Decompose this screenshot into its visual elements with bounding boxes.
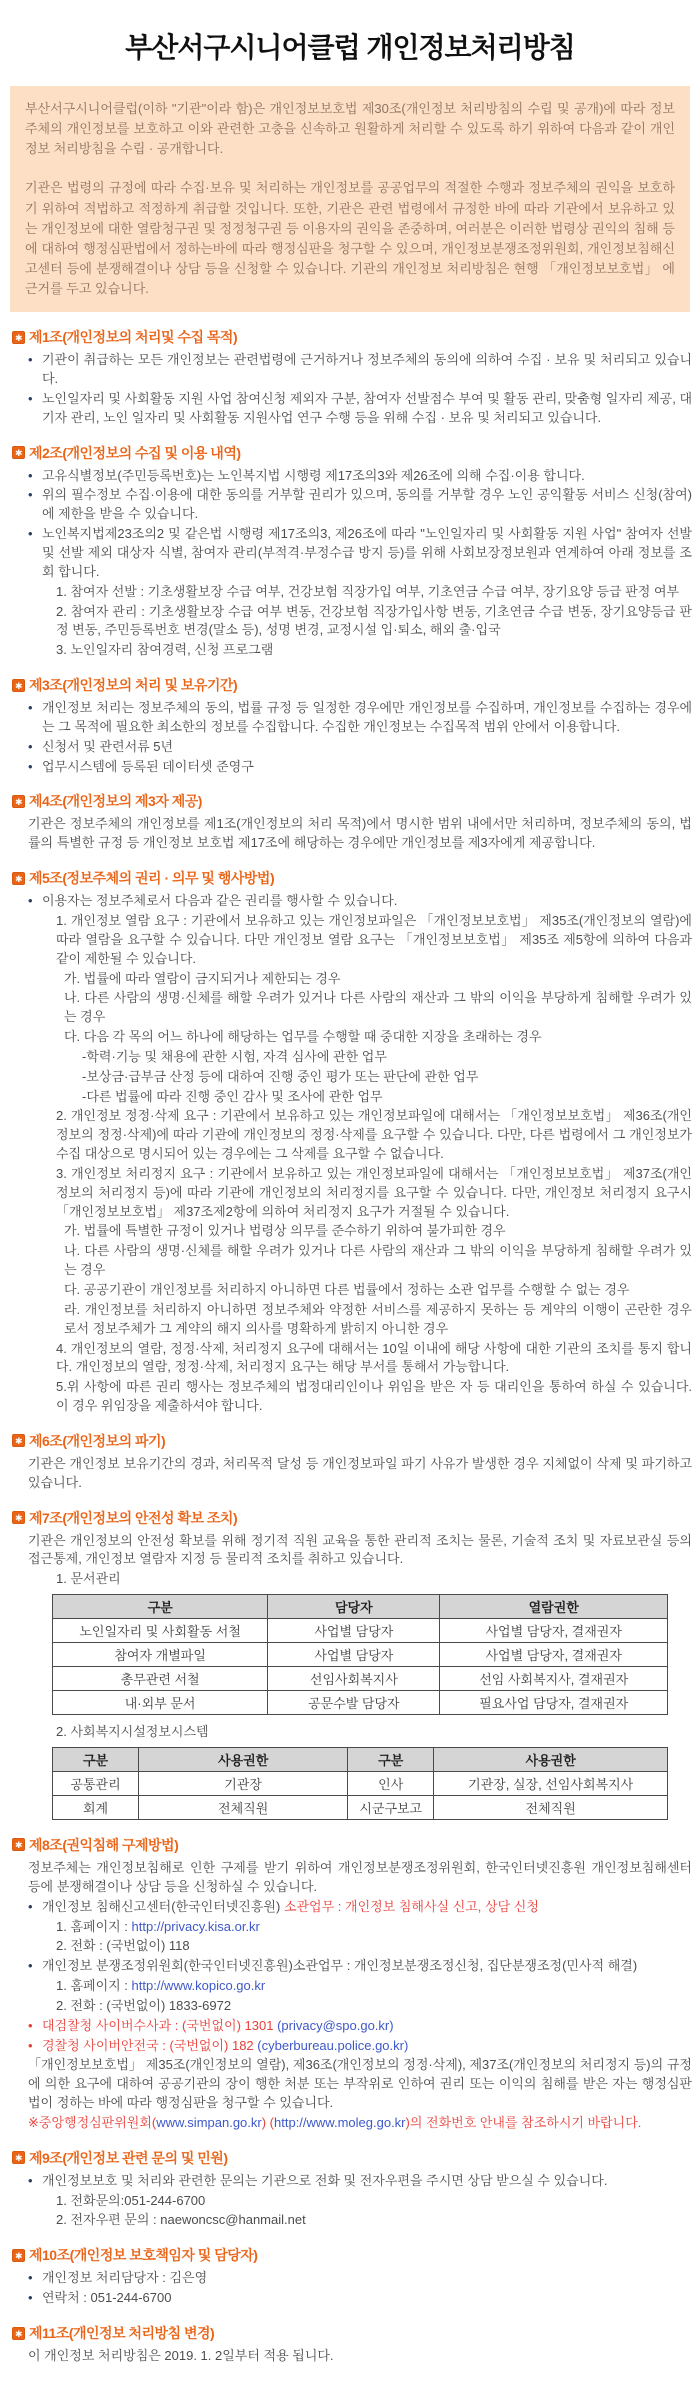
text-span: 2. 전화 : (국번없이) 118 — [56, 1938, 190, 1954]
text-line — [12, 1165, 692, 1222]
table-header-cell: 열람권한 — [440, 1595, 668, 1619]
section-4 — [12, 791, 692, 853]
text-span: 나. 다른 사람의 생명·신체를 해할 우려가 있거나 다른 사람의 재산과 그 밖의 이익을 부당하게 침해할 우려가 있는 경우 — [64, 1243, 692, 1278]
text-span: 2. 전화 : (국번없이) 1833-6972 — [56, 1997, 232, 2013]
text-span: -다른 법률에 따라 진행 중인 감사 및 조사에 관한 업무 — [82, 1088, 383, 1104]
text-line — [12, 970, 692, 989]
bullet-icon: • — [28, 758, 33, 774]
bullet-icon: • — [28, 893, 33, 909]
table-header-cell: 구분 — [53, 1595, 268, 1619]
text-span: 개인정보 침해신고센터(한국인터넷진흥원) — [42, 1898, 284, 1914]
text-line — [12, 1222, 692, 1241]
text-span: 2. 사회복지시설정보시스템 — [56, 1724, 209, 1740]
bullet-icon: • — [28, 2037, 33, 2053]
text-line — [12, 2347, 692, 2366]
table-row — [53, 1667, 668, 1691]
section-title: 제3조(개인정보의 처리 및 보유기간) — [29, 677, 238, 694]
bullet-item — [12, 390, 692, 428]
table-cell: 참여자 개별파일 — [53, 1643, 268, 1667]
table-cell: 노인일자리 및 사회활동 서철 — [53, 1619, 268, 1643]
section-9 — [12, 2148, 692, 2231]
section-bullet-icon: ✱ — [12, 2151, 25, 2164]
text-span: 개인정보 처리담당자 : 김은영 — [42, 2270, 208, 2286]
text-line — [12, 1301, 692, 1339]
text-line — [12, 1455, 692, 1493]
text-span: 4. 개인정보의 열람, 정정·삭제, 처리정지 요구에 대해서는 10일 이내에 해당 사항에 대한 기관의 조치를 통지 합니다. 개인정보의 열람, 정정·삭제, 처리정지 요구는 해당 부서를 통해서 가능합니다. — [56, 1340, 692, 1375]
text-span: 대검찰청 사이버수사과 : (국번없이) 1301 — [42, 2017, 278, 2033]
table-cell: 기관장 — [139, 1771, 348, 1795]
section-2 — [12, 443, 692, 660]
text-span: 정보주체는 개인정보침해로 인한 구제를 받기 위하여 개인정보분쟁조정위원회, 한국인터넷진흥원 개인정보침해센터 등에 분쟁해결이나 상담 등을 신청하실 수 있습니다. — [28, 1859, 692, 1894]
text-line — [12, 1570, 692, 1589]
bullet-icon: • — [28, 2172, 33, 2188]
text-span: ) ( — [261, 2114, 275, 2130]
text-span: 2. 전자우편 문의 : — [56, 2212, 161, 2228]
section-heading — [12, 327, 692, 347]
table-header-cell: 담당자 — [268, 1595, 440, 1619]
table-cell: 공문수발 담당자 — [268, 1691, 440, 1715]
bullet-item — [12, 2269, 692, 2288]
text-line — [12, 1028, 692, 1047]
section-title: 제7조(개인정보의 안전성 확보 조치) — [29, 1509, 238, 1526]
text-span: 개인정보 분쟁조정위원회(한국인터넷진흥원)소관업무 : 개인정보분쟁조정신청, 집단분쟁조정(민사적 해결) — [42, 1958, 638, 1974]
text-span: 위의 필수정보 수집·이용에 대한 동의를 거부할 권리가 있으며, 동의를 거부할 경우 노인 공익활동 서비스 신청(참여)에 제한을 받을 수 있습니다. — [42, 487, 692, 522]
text-span: 노인일자리 및 사회활동 지원 사업 참여신청 제외자 구분, 참여자 선발점수 부여 및 활동 관리, 맞춤형 일자리 제공, 대기자 관리, 노인 일자리 및 사회활동 지원사업 연구 수행 등을 위해 수집 · 보유 및 처리되고 있습니다. — [42, 390, 692, 425]
page-title: 부산서구시니어클럽 개인정보처리방침 — [125, 32, 575, 63]
text-span: 1. 문서관리 — [56, 1571, 121, 1587]
link[interactable]: http://www.kopico.go.kr — [131, 1978, 266, 1994]
text-line — [12, 2056, 692, 2113]
table-cell: 회계 — [53, 1795, 139, 1819]
bullet-icon: • — [28, 738, 33, 754]
section-5 — [12, 868, 692, 1416]
bullet-icon: • — [28, 2290, 33, 2306]
bullet-item — [12, 2037, 692, 2056]
bullet-icon: • — [28, 390, 33, 406]
table-cell: 사업별 담당자 — [268, 1643, 440, 1667]
section-heading — [12, 2148, 692, 2168]
text-line — [12, 583, 692, 602]
text-line — [12, 1937, 692, 1956]
table-row — [53, 1771, 668, 1795]
text-span: 이용자는 정보주체로서 다음과 같은 권리를 행사할 수 있습니다. — [42, 893, 398, 909]
text-span: 기관은 개인정보의 안전성 확보를 위해 정기적 직원 교육을 통한 관리적 조치는 물론, 기술적 조치 및 자료보관실 등의 접근통제, 개인정보 열람자 지정 등 물리적 조치를 취하고 있습니다. — [28, 1532, 692, 1567]
bullet-icon: • — [28, 1958, 33, 1974]
table-row — [53, 1691, 668, 1715]
text-span: 노인복지법제23조의2 및 같은법 시행령 제17조의3, 제26조에 따라 "노인일자리 및 사회활동 지원 사업" 참여자 선발 및 선발 제외 대상자 식별, 참여자 관리(부적격·부정수급 방지 등)를 위해 사회보장정보원과 연계하여 아래 정보를 조회 합니다. — [42, 526, 692, 579]
table-cell: 선임사회복지사 — [268, 1667, 440, 1691]
text-span: )의 전화번호 안내를 참조하시기 바랍니다. — [405, 2114, 642, 2130]
bullet-item — [12, 467, 692, 486]
text-line — [12, 815, 692, 853]
text-line — [12, 989, 692, 1027]
bullet-item — [12, 525, 692, 582]
bullet-item — [12, 2289, 692, 2308]
section-bullet-icon: ✱ — [12, 872, 25, 885]
section-bullet-icon: ✱ — [12, 1511, 25, 1524]
bullet-icon: • — [28, 526, 33, 542]
text-span: 3. 개인정보 처리정지 요구 : 기관에서 보유하고 있는 개인정보파일에 대해서는 「개인정보보호법」 제37조(개인정보의 처리정지 등)에 따라 기관에 개인정보의 처리정지를 요구할 수 있습니다. 다만, 개인정보 처리정지 요구시 「개인정보보호법」 제37조제2항에 의하여 처리정지 요구가 거절될 수 있습니다. — [56, 1165, 692, 1219]
text-span: -학력·기능 및 채용에 관한 시험, 자격 심사에 관한 업무 — [82, 1048, 387, 1064]
text-line — [12, 1977, 692, 1996]
text-line — [12, 1088, 692, 1107]
text-line — [12, 1107, 692, 1164]
table-cell: 필요사업 담당자, 결재권자 — [440, 1691, 668, 1715]
section-11 — [12, 2323, 692, 2366]
section-8 — [12, 1835, 692, 2133]
bullet-icon: • — [28, 1898, 33, 1914]
table-row — [53, 1795, 668, 1819]
section-heading — [12, 2245, 692, 2265]
table-row — [53, 1619, 668, 1643]
section-bullet-icon: ✱ — [12, 1434, 25, 1447]
bullet-item — [12, 758, 692, 777]
text-span: 개인정보 처리는 정보주체의 동의, 법률 규정 등 일정한 경우에만 개인정보를 수집하며, 개인정보를 수집하는 경우에는 그 목적에 필요한 최소한의 정보를 수집합니다. 수집한 개인정보는 수집목적 범위 안에서 이용합니다. — [42, 700, 692, 734]
bullet-icon: • — [28, 700, 33, 716]
section-title: 제11조(개인정보 처리방침 변경) — [29, 2325, 215, 2342]
text-line — [12, 1048, 692, 1067]
intro-box — [10, 86, 690, 312]
section-title: 제4조(개인정보의 제3자 제공) — [29, 793, 202, 810]
section-bullet-icon: ✱ — [12, 2327, 25, 2340]
table-header-cell: 구분 — [348, 1747, 434, 1771]
table-header-row — [53, 1595, 668, 1619]
table-cell: 인사 — [348, 1771, 434, 1795]
document-table — [52, 1594, 668, 1715]
text-span: 경찰청 사이버안전국 : (국번없이) 182 — [42, 2037, 258, 2053]
bullet-icon: • — [28, 2017, 33, 2033]
sections — [8, 327, 692, 2366]
text-span: 라. 개인정보를 처리하지 아니하면 정보주체와 약정한 서비스를 제공하지 못하는 등 계약의 이행이 곤란한 경우로서 정보주체가 그 계약의 해지 의사를 명확하게 밝히지 아니한 경우 — [64, 1301, 692, 1336]
bullet-item — [12, 738, 692, 757]
table-cell: 공통관리 — [53, 1771, 139, 1795]
text-span: 기관은 정보주체의 개인정보를 제1조(개인정보의 처리 목적)에서 명시한 범위 내에서만 처리하며, 정보주체의 동의, 법률의 특별한 규정 등 개인정보 보호법 제17조에 해당하는 경우에만 개인정보를 제3자에게 제공합니다. — [28, 816, 692, 851]
bullet-item — [12, 1957, 692, 1976]
table-cell: 전체직원 — [139, 1795, 348, 1819]
section-heading — [12, 675, 692, 695]
section-title: 제5조(정보주체의 권리 · 의무 및 행사방법) — [29, 870, 275, 887]
section-title: 제10조(개인정보 보호책임자 및 담당자) — [29, 2247, 258, 2264]
bullet-item — [12, 351, 692, 389]
section-heading — [12, 791, 692, 811]
text-line — [12, 1723, 692, 1742]
table-cell: 사업별 담당자, 결재권자 — [440, 1619, 668, 1643]
text-span: 가. 법률에 특별한 규정이 있거나 법령상 의무를 준수하기 위하여 불가피한 경우 — [64, 1223, 506, 1239]
table-cell: 기관장, 실장, 선임사회복지사 — [434, 1771, 668, 1795]
document-table — [52, 1747, 668, 1820]
text-span: 2. 참여자 관리 : 기초생활보장 수급 여부 변동, 건강보험 직장가입사항 변동, 기초연금 수급 변동, 장기요양등급 판정 변동, 주민등록번호 변경(말소 등), 성명 변경, 교정시설 입·퇴소, 해외 출·입국 — [56, 603, 692, 638]
table-header-cell: 사용권한 — [139, 1747, 348, 1771]
link[interactable]: (privacy@spo.go.kr) — [277, 2017, 394, 2033]
table-cell: 내·외부 문서 — [53, 1691, 268, 1715]
bullet-item — [12, 2017, 692, 2036]
bullet-icon: • — [28, 2270, 33, 2286]
text-line — [12, 603, 692, 641]
section-title: 제1조(개인정보의 처리및 수집 목적) — [29, 329, 238, 346]
text-span: 기관은 개인정보 보유기간의 경과, 처리목적 달성 등 개인정보파일 파기 사유가 발생한 경우 지체없이 삭제 및 파기하고 있습니다. — [28, 1455, 692, 1490]
bullet-item — [12, 1898, 692, 1917]
table-header-cell: 사용권한 — [434, 1747, 668, 1771]
text-line — [12, 2114, 692, 2133]
text-span: 소관업무 : 개인정보 침해사실 신고, 상담 신청 — [283, 1898, 539, 1914]
text-span: 신청서 및 관련서류 5년 — [42, 738, 174, 754]
section-heading — [12, 1508, 692, 1528]
bullet-item — [12, 892, 692, 911]
bullet-icon: • — [28, 467, 33, 483]
privacy-policy-page — [0, 26, 700, 2408]
text-span: 가. 법률에 따라 열람이 금지되거나 제한되는 경우 — [64, 970, 341, 986]
link[interactable]: www.simpan.go.kr — [156, 2114, 262, 2130]
text-line — [12, 1281, 692, 1300]
bullet-item — [12, 2172, 692, 2191]
text-span: 1. 전화문의:051-244-6700 — [56, 2192, 206, 2208]
section-bullet-icon: ✱ — [12, 446, 25, 459]
text-span: 「개인정보보호법」 제35조(개인정보의 열람), 제36조(개인정보의 정정·삭제), 제37조(개인정보의 처리정지 등)의 규정에 의한 요구에 대하여 공공기관의 장이 행한 처분 또는 부작위로 인하여 권리 또는 이익의 침해를 받은 자는 행정심판법이 정하는 바에 따라 행정심판을 청구할 수 있습니다. — [28, 2057, 692, 2111]
section-heading — [12, 1835, 692, 1855]
table-cell: 사업별 담당자, 결재권자 — [440, 1643, 668, 1667]
text-span: 개인정보보호 및 처리와 관련한 문의는 기관으로 전화 및 전자우편을 주시면 상담 받으실 수 있습니다. — [42, 2172, 608, 2188]
bullet-item — [12, 486, 692, 524]
text-span: 업무시스템에 등록된 데이터셋 준영구 — [42, 758, 254, 774]
text-line — [12, 1378, 692, 1416]
section-10 — [12, 2245, 692, 2308]
section-7 — [12, 1508, 692, 1820]
intro-paragraph-2: 기관은 법령의 규정에 따라 수집·보유 및 처리하는 개인정보를 공공업무의 적절한 수행과 정보주체의 권익을 보호하기 위하여 적법하고 적정하게 취급할 것입니다. 또한, 기관은 관련 법령에서 규정한 바에 따라 기관에서 보유하고 있는 개인정보에 대한 열람청구권 및 정정청구권 등 이용자의 권익을 존중하며, 여러분은 이러한 법령상 권익의 침해 등에 대하여 행정심판법에서 정하는바에 따라 행정심판을 청구할 수 있으며, 개인정보분쟁조정위원회, 개인정보침해신고센터 등에 분쟁해결이나 상담 등을 신청할 수 있습니다. 기관의 개인정보 처리방침은 현행 「개인정보보호법」 에 근거를 두고 있습니다. — [25, 180, 675, 297]
table-cell: 전체직원 — [434, 1795, 668, 1819]
text-span: 1. 참여자 선발 : 기초생활보장 수급 여부, 건강보험 직장가입 여부, 기초연금 수급 여부, 장기요양 등급 판정 여부 — [56, 583, 680, 599]
section-6 — [12, 1431, 692, 1493]
table-cell: 사업별 담당자 — [268, 1619, 440, 1643]
bullet-icon: • — [28, 487, 33, 503]
text-span: 다. 공공기관이 개인정보를 처리하지 아니하면 다른 법률에서 정하는 소관 업무를 수행할 수 없는 경우 — [64, 1282, 630, 1298]
bullet-item — [12, 699, 692, 737]
text-span: 1. 홈페이지 : — [56, 1918, 132, 1934]
intro-paragraph-1: 부산서구시니어클럽(이하 "기관"이라 함)은 개인정보보호법 제30조(개인정보 처리방침의 수립 및 공개)에 따라 정보주체의 개인정보를 보호하고 이와 관련한 고충을 신속하고 원활하게 처리할 수 있도록 하기 위하여 다음과 같이 개인정보 처리방침을 수립 · 공개합니다. — [25, 101, 675, 157]
text-line — [12, 2192, 692, 2211]
section-bullet-icon: ✱ — [12, 679, 25, 692]
table-header-row — [53, 1747, 668, 1771]
link[interactable]: http://www.moleg.go.kr — [274, 2114, 406, 2130]
text-line — [12, 912, 692, 969]
text-line — [12, 1859, 692, 1897]
section-title: 제9조(개인정보 관련 문의 및 민원) — [29, 2149, 228, 2166]
text-span: -보상금·급부금 산정 등에 대하여 진행 중인 평가 또는 판단에 관한 업무 — [82, 1068, 479, 1084]
section-bullet-icon: ✱ — [12, 331, 25, 344]
text-span: 5.위 사항에 따른 권리 행사는 정보주체의 법정대리인이나 위임을 받은 자 등 대리인을 통하여 하실 수 있습니다. 이 경우 위임장을 제출하셔야 합니다. — [56, 1379, 692, 1414]
section-title: 제6조(개인정보의 파기) — [29, 1432, 166, 1449]
text-line — [12, 1532, 692, 1570]
section-heading — [12, 868, 692, 888]
text-span: 2. 개인정보 정정·삭제 요구 : 기관에서 보유하고 있는 개인정보파일에 대해서는 「개인정보보호법」 제36조(개인정보의 정정·삭제)에 따라 기관에 개인정보의 정정·삭제를 요구할 수 있습니다. 다만, 다른 법령에서 그 개인정보가 수집 대상으로 명시되어 있는 경우에는 그 삭제를 요구할 수 없습니다. — [56, 1108, 692, 1162]
section-heading — [12, 443, 692, 463]
section-bullet-icon: ✱ — [12, 1838, 25, 1851]
text-span: 연락처 : 051-244-6700 — [42, 2290, 172, 2306]
section-3 — [12, 675, 692, 776]
section-1 — [12, 327, 692, 427]
table-header-cell: 구분 — [53, 1747, 139, 1771]
section-heading — [12, 1431, 692, 1451]
section-title: 제8조(권익침해 구제방법) — [29, 1836, 179, 1853]
text-line — [12, 1242, 692, 1280]
link[interactable]: http://privacy.kisa.or.kr — [131, 1918, 260, 1934]
text-line — [12, 2211, 692, 2230]
text-line — [12, 1068, 692, 1087]
text-span: 기관이 취급하는 모든 개인정보는 관련법령에 근거하거나 정보주체의 동의에 의하여 수집 · 보유 및 처리되고 있습니다. — [42, 352, 692, 387]
text-span: 1. 홈페이지 : — [56, 1978, 132, 1994]
text-span: ※중앙행정심판위원회( — [28, 2114, 157, 2130]
text-span: 나. 다른 사람의 생명·신체를 해할 우려가 있거나 다른 사람의 재산과 그 밖의 이익을 부당하게 침해할 우려가 있는 경우 — [64, 990, 692, 1025]
section-heading — [12, 2323, 692, 2343]
text-line — [12, 1997, 692, 2016]
section-bullet-icon: ✱ — [12, 2249, 25, 2262]
table-cell: 시군구보고 — [348, 1795, 434, 1819]
text-span: 1. 개인정보 열람 요구 : 기관에서 보유하고 있는 개인정보파일은 「개인정보보호법」 제35조(개인정보의 열람)에 따라 열람을 요구할 수 있습니다. 다만 개인정보 열람 요구는 「개인정보보호법」 제35조 제5항에 의하여 다음과 같이 제한될 수 있습니다. — [56, 912, 692, 966]
section-title: 제2조(개인정보의 수집 및 이용 내역) — [29, 444, 241, 461]
text-line — [12, 1340, 692, 1378]
text-span: 다. 다음 각 목의 어느 하나에 해당하는 업무를 수행할 때 중대한 지장을 초래하는 경우 — [64, 1029, 542, 1045]
link[interactable]: (cyberbureau.police.go.kr) — [257, 2037, 409, 2053]
text-line — [12, 641, 692, 660]
text-line — [12, 1918, 692, 1937]
text-span: naewoncsc@hanmail.net — [160, 2212, 306, 2228]
bullet-icon: • — [28, 352, 33, 368]
text-span: 고유식별정보(주민등록번호)는 노인복지법 시행령 제17조의3와 제26조에 의해 수집·이용 합니다. — [42, 467, 585, 483]
text-span: 3. 노인일자리 참여경력, 신청 프로그램 — [56, 642, 274, 658]
table-cell: 선임 사회복지사, 결재권자 — [440, 1667, 668, 1691]
text-span: 이 개인정보 처리방침은 2019. 1. 2일부터 적용 됩니다. — [28, 2348, 334, 2364]
table-cell: 총무관련 서철 — [53, 1667, 268, 1691]
section-bullet-icon: ✱ — [12, 795, 25, 808]
table-row — [53, 1643, 668, 1667]
